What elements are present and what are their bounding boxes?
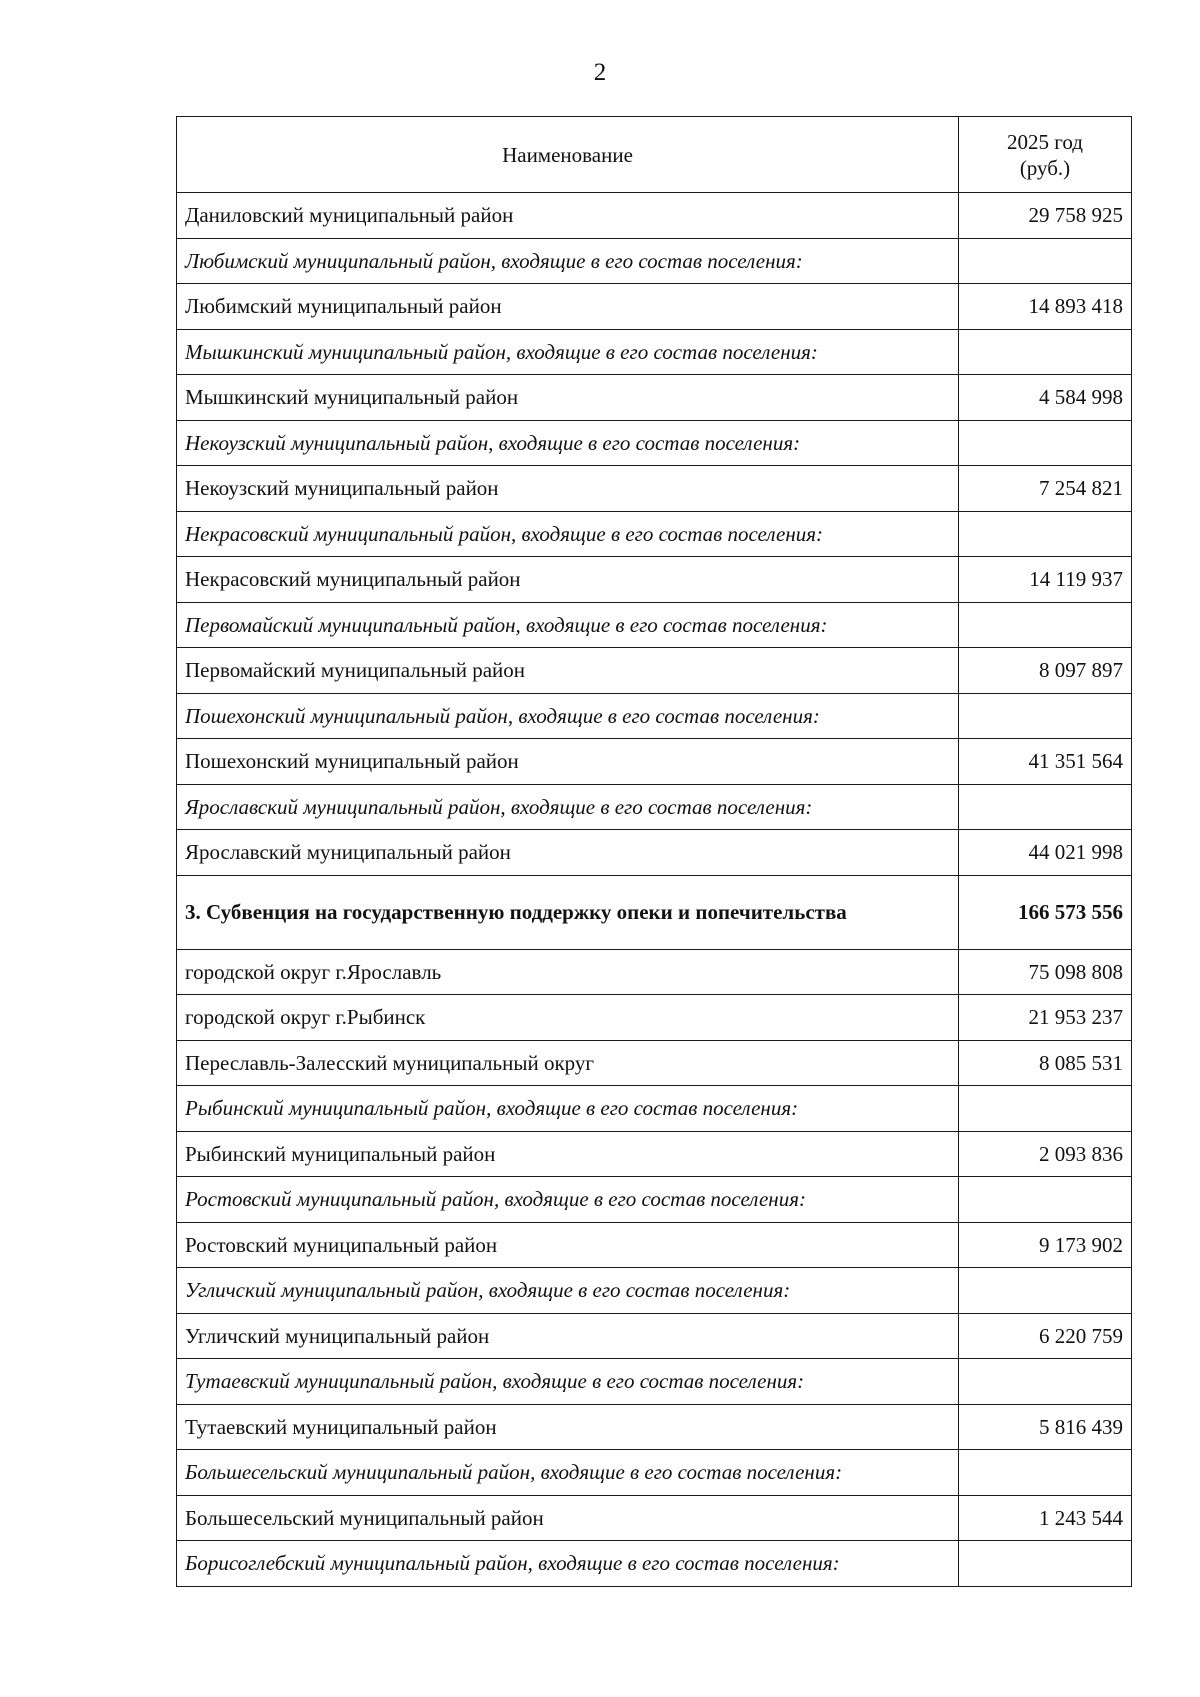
row-name: городской округ г.Рыбинск [177,995,959,1041]
table-row [177,739,1132,785]
row-value: 1 243 544 [959,1495,1132,1541]
row-name: Рыбинский муниципальный район, входящие в его состав поселения: [177,1086,959,1132]
table-row [177,693,1132,739]
table-row [177,329,1132,375]
row-name: Первомайский муниципальный район [177,648,959,694]
row-name: Пошехонский муниципальный район [177,739,959,785]
row-value [959,511,1132,557]
table-row [177,1131,1132,1177]
row-name: 3. Субвенция на государственную поддержку опеки и попечительства [177,875,959,949]
row-value: 8 097 897 [959,648,1132,694]
row-value: 29 758 925 [959,193,1132,239]
table-row [177,648,1132,694]
row-value: 5 816 439 [959,1404,1132,1450]
row-name: Первомайский муниципальный район, входящие в его состав поселения: [177,602,959,648]
row-value [959,1541,1132,1587]
row-name: Мышкинский муниципальный район [177,375,959,421]
table-row [177,1404,1132,1450]
row-name: Некоузский муниципальный район, входящие в его состав поселения: [177,420,959,466]
row-name: Любимский муниципальный район [177,284,959,330]
table-row [177,557,1132,603]
row-value: 14 119 937 [959,557,1132,603]
row-value: 41 351 564 [959,739,1132,785]
row-value [959,602,1132,648]
row-value [959,1268,1132,1314]
row-name: Даниловский муниципальный район [177,193,959,239]
row-name: Ростовский муниципальный район, входящие в его состав поселения: [177,1177,959,1223]
table-row [177,602,1132,648]
row-value: 75 098 808 [959,949,1132,995]
row-value [959,1086,1132,1132]
table-row [177,949,1132,995]
table-row [177,466,1132,512]
row-value: 44 021 998 [959,830,1132,876]
row-name: Некрасовский муниципальный район, входящие в его состав поселения: [177,511,959,557]
row-value [959,238,1132,284]
table-row [177,1313,1132,1359]
table-row [177,1541,1132,1587]
row-value [959,1177,1132,1223]
table-row [177,830,1132,876]
table-row [177,1268,1132,1314]
table-row [177,420,1132,466]
table-row [177,995,1132,1041]
row-name: Большесельский муниципальный район [177,1495,959,1541]
row-name: Угличский муниципальный район [177,1313,959,1359]
row-name: Тутаевский муниципальный район [177,1404,959,1450]
row-name: Любимский муниципальный район, входящие в его состав поселения: [177,238,959,284]
table-row [177,511,1132,557]
budget-table [176,116,1132,1587]
row-name: Ростовский муниципальный район [177,1222,959,1268]
table-body [177,193,1132,1587]
table-row [177,784,1132,830]
row-value [959,693,1132,739]
row-value [959,420,1132,466]
row-value: 8 085 531 [959,1040,1132,1086]
row-name: Ярославский муниципальный район [177,830,959,876]
row-value: 21 953 237 [959,995,1132,1041]
row-name: Тутаевский муниципальный район, входящие в его состав поселения: [177,1359,959,1405]
row-value: 166 573 556 [959,875,1132,949]
row-name: Некоузский муниципальный район [177,466,959,512]
row-value [959,784,1132,830]
table-row [177,1177,1132,1223]
row-name: Мышкинский муниципальный район, входящие в его состав поселения: [177,329,959,375]
page-number: 2 [593,59,607,86]
row-name: Угличский муниципальный район, входящие в его состав поселения: [177,1268,959,1314]
row-name: Большесельский муниципальный район, входящие в его состав поселения: [177,1450,959,1496]
header-unit-label: (руб.) [1019,155,1071,180]
row-value [959,1450,1132,1496]
table-row [177,1359,1132,1405]
table-row [177,1450,1132,1496]
table-row [177,238,1132,284]
table-row [177,375,1132,421]
row-value: 9 173 902 [959,1222,1132,1268]
row-value: 4 584 998 [959,375,1132,421]
row-name: Борисоглебский муниципальный район, входящие в его состав поселения: [177,1541,959,1587]
table-row [177,1495,1132,1541]
row-value: 7 254 821 [959,466,1132,512]
row-name: Ярославский муниципальный район, входящие в его состав поселения: [177,784,959,830]
header-name: Наименование [177,117,959,193]
table-row [177,193,1132,239]
table-row [177,875,1132,949]
table-row [177,1222,1132,1268]
table-header-row [177,117,1132,193]
row-value: 2 093 836 [959,1131,1132,1177]
row-name: городской округ г.Ярославль [177,949,959,995]
row-value: 14 893 418 [959,284,1132,330]
row-name: Некрасовский муниципальный район [177,557,959,603]
row-value: 6 220 759 [959,1313,1132,1359]
row-name: Рыбинский муниципальный район [177,1131,959,1177]
row-value [959,1359,1132,1405]
row-name: Переславль-Залесский муниципальный округ [177,1040,959,1086]
row-value [959,329,1132,375]
row-name: Пошехонский муниципальный район, входящие в его состав поселения: [177,693,959,739]
header-year-label: 2025 год [1007,129,1083,154]
table-row [177,284,1132,330]
table-row [177,1040,1132,1086]
header-year [959,117,1132,193]
table-row [177,1086,1132,1132]
